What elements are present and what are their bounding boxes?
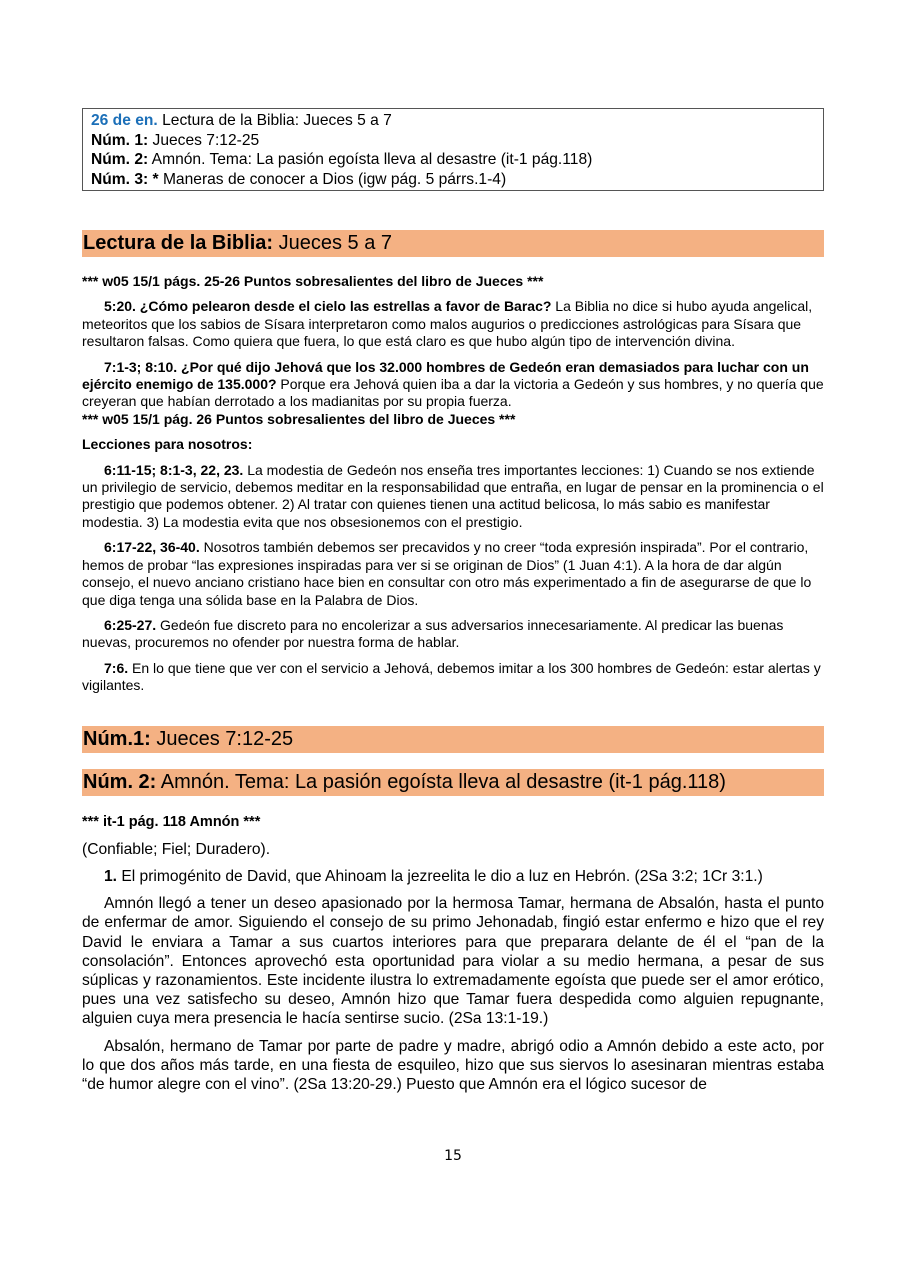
schedule-n2-label: Núm. 2: <box>91 151 149 168</box>
paragraph-text: El primogénito de David, que Ahinoam la jezreelita le dio a luz en Hebrón. (2Sa 3:2; 1Cr 3:1.) <box>117 867 763 885</box>
schedule-n1-text: Jueces 7:12-25 <box>152 131 260 149</box>
schedule-n1-label: Núm. 1: <box>91 131 149 149</box>
schedule-line-1 <box>91 131 815 151</box>
heading-bold: Núm. 2: <box>83 770 157 793</box>
paragraph-text: En lo que tiene que ver con el servicio a Jehová, debemos imitar a los 300 hombres de Gedeón: estar alertas y vigilantes. <box>82 659 821 694</box>
lessons-heading: Lecciones para nosotros: <box>82 436 253 453</box>
paragraph-ref: 6:17-22, 36-40. <box>104 539 200 556</box>
paragraph-text: Gedeón fue discreto para no encolerizar a sus adversarios innecesariamente. Al predicar las buenas nuevas, procuremos no ofender por nuestra forma de hablar. <box>82 616 784 651</box>
paragraph-ref: 7:6. <box>104 659 129 676</box>
paragraph-text: La Biblia no dice si hubo ayuda angelical, meteoritos que los sabios de Sísara interpretaron como malos augurios o predicciones astrológicas para Sísara que resultaron falsas. Como quiera que fuera, lo que está claro es que hubo algún tipo de intervención divina. <box>82 298 813 350</box>
schedule-box <box>82 108 824 191</box>
schedule-date: 26 de en. <box>91 112 158 129</box>
source-reference: *** w05 15/1 pág. 26 Puntos sobresalientes del libro de Jueces *** <box>82 410 516 427</box>
name-meaning: (Confiable; Fiel; Duradero). <box>82 840 271 858</box>
paragraph-text: La modestia de Gedeón nos enseña tres importantes lecciones: 1) Cuando se nos extiende un privilegio de servicio, debemos meditar en la responsabilidad que entraña, en lugar de pensar en la prominencia o el prestigio que podemos obtener. 2) Al tratar con quienes tienen una actitud belicosa, lo más sabio es manifestar modestia. 3) La modestia evita que nos obsesionemos con el prestigio. <box>82 461 824 530</box>
paragraph <box>82 298 824 350</box>
paragraph: Absalón, hermano de Tamar por parte de padre y madre, abrigó odio a Amnón debido a este acto, por lo que dos años más tarde, en una fiesta de esquileo, hizo que sus siervos lo asesinaran mientras estaba “de humor alegre con el vino”. (2Sa 13:20-29.) Puesto que Amnón era el lógico sucesor de <box>82 1037 824 1093</box>
schedule-n3-label: Núm. 3: * <box>91 170 159 188</box>
section-heading-num2 <box>82 769 824 796</box>
heading-bold: Lectura de la Biblia: <box>83 232 274 254</box>
reading-content <box>82 273 824 695</box>
schedule-line-2 <box>91 150 815 170</box>
source-reference: *** it-1 pág. 118 Amnón *** <box>82 813 261 830</box>
paragraph <box>82 359 824 411</box>
paragraph: Amnón llegó a tener un deseo apasionado por la hermosa Tamar, hermana de Absalón, hasta el punto de enfermar de amor. Siguiendo el consejo de su primo Jehonadab, fingió estar enfermo e hizo que el rey David le enviara a Tamar a sus cuartos interiores para que preparara delante de él el “pan de la consolación”. Entonces aprovechó esta oportunidad para violar a su medio hermana, a pesar de sus súplicas y razonamientos. Este incidente ilustra lo extremadamente egoísta que puede ser el amor erótico, pues una vez satisfecho su deseo, Amnón hizo que Tamar fuera despedida como alguien repugnante, alguien cuya mera presencia le hacía sentirse sucio. (2Sa 13:1-19.) <box>82 895 824 1028</box>
schedule-n3-text: Maneras de conocer a Dios (igw pág. 5 párrs.1-4) <box>162 170 507 188</box>
paragraph <box>82 539 824 609</box>
paragraph <box>82 660 824 695</box>
paragraph-text: Porque era Jehová quien iba a dar la victoria a Gedeón y sus hombres, y no quería que creyeran que habían derrotado a los madianitas por su propia fuerza. <box>82 376 824 410</box>
paragraph-ref: 6:11-15; 8:1-3, 22, 23. <box>104 461 244 478</box>
paragraph-ref: 5:20. ¿Cómo pelearon desde el cielo las estrellas a favor de Barac? <box>104 298 552 315</box>
paragraph <box>82 617 824 652</box>
section-heading-reading <box>82 230 824 257</box>
paragraph <box>82 462 824 532</box>
amnon-content <box>82 813 824 1095</box>
heading-rest: Jueces 5 a 7 <box>273 232 393 254</box>
heading-rest: Jueces 7:12-25 <box>150 727 294 750</box>
source-reference: *** w05 15/1 págs. 25-26 Puntos sobresalientes del libro de Jueces *** <box>82 273 544 289</box>
section-heading-num1 <box>82 726 824 753</box>
page-number: 15 <box>444 1148 462 1164</box>
paragraph-ref: 6:25-27. <box>104 616 157 633</box>
paragraph <box>82 867 824 886</box>
schedule-reading: Lectura de la Biblia: Jueces 5 a 7 <box>162 112 392 129</box>
paragraph-number: 1. <box>104 867 118 885</box>
schedule-line-3 <box>91 170 815 190</box>
schedule-line-reading <box>91 111 815 131</box>
schedule-n2-text: Amnón. Tema: La pasión egoísta lleva al desastre (it-1 pág.118) <box>151 151 593 168</box>
document-page <box>82 108 824 1102</box>
heading-bold: Núm.1: <box>83 727 151 750</box>
heading-rest: Amnón. Tema: La pasión egoísta lleva al desastre (it-1 pág.118) <box>156 770 726 793</box>
paragraph-text: Nosotros también debemos ser precavidos y no creer “toda expresión inspirada”. Por el contrario, hemos de probar “las expresiones inspiradas para ver si se originan de Dios” (1 Juan 4:1). A la hora de dar algún consejo, el nuevo anciano cristiano hace bien en consultar con otro más experimentado a fin de asegurarse de que lo que diga tenga una sólida base en la Palabra de Dios. <box>82 539 812 608</box>
paragraph-ref: 7:1-3; 8:10. ¿Por qué dijo Jehová que los 32.000 hombres de Gedeón eran demasiados para luchar con un ejército enemigo de 135.000? <box>82 358 809 393</box>
